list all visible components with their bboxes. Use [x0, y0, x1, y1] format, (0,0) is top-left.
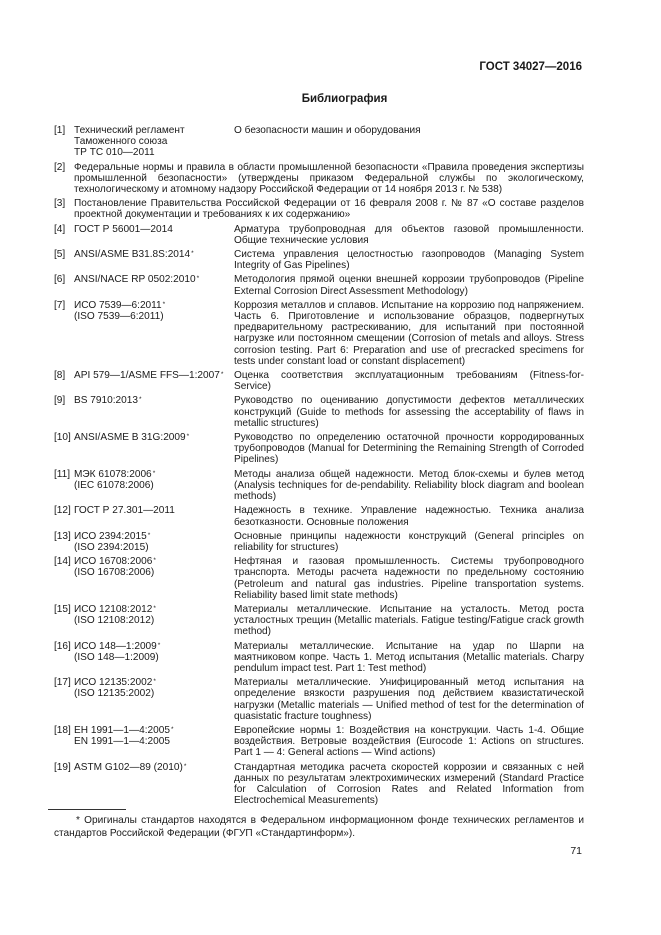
entry-code-line: (ISO 2394:2015)	[74, 541, 149, 553]
bibliography-list	[54, 125, 584, 809]
footnote-marker: *	[157, 641, 161, 649]
entry-number: [7]	[54, 299, 66, 311]
entry-code-line: МЭК 61078:2006	[74, 468, 152, 480]
entry-code	[74, 125, 234, 159]
entry-title: Основные принципы надежности конструкций (General principles on reliability for structures)	[234, 530, 584, 553]
footnote-marker: *	[153, 604, 156, 612]
entry-number: [19]	[54, 761, 71, 773]
entry-number: [15]	[54, 603, 71, 615]
entry-code-text: ГОСТ Р 27.301—2011	[74, 505, 175, 517]
entry-number: [17]	[54, 677, 71, 689]
footnote-marker: *	[186, 433, 190, 441]
entry-number: [4]	[54, 223, 66, 235]
entry-number: [1]	[54, 125, 66, 136]
entry-title: Система управления целостностью газопроводов (Managing System Integrity of Gas Pipelines)	[234, 249, 584, 272]
bibliography-entry	[54, 370, 584, 392]
entry-code-text	[74, 641, 160, 663]
entry-title: Материалы металлические. Испытание на удар по Шарпи на маятниковом копре. Часть 1. Метод испытания (Metallic materials. Charpy pendulum impact test. Part 1: Test method)	[234, 640, 584, 674]
entry-code-text: ANSI/NACE RP 0502:2010	[74, 274, 196, 286]
entry-code	[74, 224, 234, 246]
entry-number: [16]	[54, 640, 71, 652]
entry-code-line: (ISO 148—1:2009)	[74, 651, 159, 663]
entry-code	[74, 249, 234, 271]
entry-number: [14]	[54, 556, 71, 568]
entry-title: Руководство по определению остаточной прочности корродированных трубопроводов (Manual for Determining the Remaining Strength of Corroded Pipelines)	[234, 432, 584, 466]
entry-code-text	[74, 531, 150, 553]
entry-code-line: ЕН 1991—1—4:2005	[74, 724, 170, 736]
entry-code-line: (ISO 7539—6:2011)	[74, 311, 164, 323]
entry-code-line: ИСО 2394:2015	[74, 530, 147, 542]
footnote-marker: *	[183, 762, 187, 770]
entry-title: Надежность в технике. Управление надежностью. Техника анализа безотказности. Основные положения	[234, 505, 584, 528]
entry-code	[74, 432, 234, 466]
entry-code	[74, 505, 234, 527]
bibliography-entry	[54, 125, 584, 159]
footnote-marker: *	[147, 531, 151, 539]
entry-number: [2]	[54, 161, 66, 173]
footnote-divider	[48, 809, 126, 810]
footnote-marker: *	[153, 557, 156, 565]
entry-code-line: ИСО 12108:2012	[74, 603, 153, 615]
entry-title: Методология прямой оценки внешней коррозии трубопроводов (Pipeline External Corrosion Direct Assessment Methodology)	[234, 274, 584, 297]
entry-code	[74, 641, 234, 675]
bibliography-entry	[54, 162, 584, 196]
entry-code-text	[74, 604, 156, 626]
entry-code-text	[74, 725, 174, 747]
entry-code-text	[74, 677, 156, 699]
entry-number: [12]	[54, 505, 71, 517]
footnote-marker: *	[220, 371, 224, 379]
bibliography-entry	[54, 224, 584, 246]
entry-number: [3]	[54, 198, 66, 210]
bibliography-entry	[54, 249, 584, 271]
entry-code-text	[74, 300, 165, 322]
bibliography-entry	[54, 300, 584, 367]
footnote-marker: *	[152, 469, 156, 477]
entry-code-text	[74, 556, 156, 578]
entry-code-line: EN 1991—1—4:2005	[74, 736, 170, 748]
entry-number: [6]	[54, 274, 66, 286]
entry-title: Коррозия металлов и сплавов. Испытание на коррозию под напряжением. Часть 6. Приготовление и использование образцов, подвергнутых предварительному растрескиванию, для испытаний при постоянной нагрузке или постоянном смещении (Corrosion of metals and alloys. Stress corrosion testing. Part 6: Preparation and use of precracked specimens for tests under constant load or constant displacement)	[234, 299, 584, 367]
entry-title: Нефтяная и газовая промышленность. Системы трубопроводного транспорта. Методы расчета надежности по предельному состоянию (Petroleum and natural gas industries. Pipeline transportation systems. Reliability based limit state methods)	[234, 556, 584, 601]
entry-number: [8]	[54, 370, 66, 382]
entry-number: [5]	[54, 249, 66, 261]
bibliography-entry	[54, 531, 584, 553]
entry-number: [9]	[54, 395, 66, 407]
entry-title: Методы анализа общей надежности. Метод блок-схемы и булев метод (Analysis techniques for de-pendability. Reliability block diagram and boolean methods)	[234, 468, 584, 503]
entry-title: Руководство по оцениванию допустимости дефектов металлических конструкций (Guide to methods for assessing the acceptability of flaws in metallic structures)	[234, 395, 584, 429]
entry-code-line: ИСО 148—1:2009	[74, 640, 157, 652]
footnote-marker: *	[191, 250, 194, 258]
entry-code	[74, 762, 234, 807]
entry-code	[74, 300, 234, 367]
entry-code	[74, 274, 234, 296]
footnote-marker: *	[162, 300, 166, 308]
entry-title: Стандартная методика расчета скоростей коррозии и связанных с ней данных по результатам электрохимических измерений (Standard Practice for Calculation of Corrosion Rates and Related Information from Electrochemical Measurements)	[234, 761, 584, 807]
entry-text: Федеральные нормы и правила в области промышленной безопасности «Правила проведения экспертизы промышленной безопасности» (утверждены приказом Федеральной службы по экологическому, технологическому и атомному надзору Российской Федерации от 14 ноября 2013 г. № 538)	[74, 161, 584, 196]
footnote-marker: *	[153, 678, 156, 686]
bibliography-entry	[54, 432, 584, 466]
entry-code	[74, 556, 234, 601]
entry-number: [18]	[54, 724, 71, 736]
bibliography-entry	[54, 641, 584, 675]
bibliography-entry	[54, 395, 584, 429]
entry-code-line: ИСО 7539—6:2011	[74, 299, 162, 311]
footnote-marker: *	[138, 396, 142, 404]
bibliography-entry	[54, 677, 584, 722]
bibliography-entry	[54, 762, 584, 807]
footnote-marker: *	[170, 725, 174, 733]
entry-code-text	[74, 469, 155, 491]
entry-code-line: (IEC 61078:2006)	[74, 479, 154, 491]
entry-title: О безопасности машин и оборудования	[234, 125, 421, 136]
bibliography-entry	[54, 274, 584, 296]
bibliography-entry	[54, 725, 584, 759]
entry-code-text: ASTM G102—89 (2010)	[74, 761, 183, 773]
entry-title: Арматура трубопроводная для объектов газовой промышленности. Общие технические условия	[234, 223, 584, 246]
page-title: Библиография	[301, 93, 388, 105]
entry-code-text: Технический регламент Таможенного союза ТР ТС 010—2011	[74, 125, 185, 159]
entry-code-text: ANSI/ASME B31.8S:2014	[74, 249, 191, 261]
entry-code-line: ИСО 12135:2002	[74, 677, 153, 689]
entry-code-line: (ISO 12135:2002)	[74, 688, 155, 700]
entry-code-text: ГОСТ Р 56001—2014	[74, 223, 173, 235]
entry-code	[74, 370, 234, 392]
entry-title: Материалы металлические. Унифицированный метод испытания на определение вязкости разрушения под действием квазистатической нагрузки (Metallic materials — Unified method of test for the determination of quasistatic fracture toughness)	[234, 677, 584, 722]
entry-title: Оценка соответствия эксплуатационным требованиям (Fitness-for-Service)	[234, 370, 584, 393]
page-number: 71	[570, 845, 582, 857]
entry-title: Европейские нормы 1: Воздействия на конструкции. Часть 1-4. Общие воздействия. Ветровые воздействия (Eurocode 1: Actions on structures. Part 1 — 4: General actions — Wind actions)	[234, 724, 584, 759]
bibliography-entry	[54, 604, 584, 638]
footnote: * Оригиналы стандартов находятся в Федеральном информационном фонде технических регламентов и стандартов Российской Федерации (ФГУП «Стандартинформ»).	[54, 815, 584, 839]
entry-code-line: (ISO 16708:2006)	[74, 567, 155, 579]
bibliography-entry	[54, 469, 584, 503]
entry-code	[74, 469, 234, 503]
entry-code-line: ИСО 16708:2006	[74, 556, 153, 568]
entry-code	[74, 677, 234, 722]
entry-code-line: (ISO 12108:2012)	[74, 615, 155, 627]
entry-number: [10]	[54, 432, 71, 444]
entry-number: [11]	[54, 468, 71, 480]
entry-code	[74, 531, 234, 553]
bibliography-entry	[54, 556, 584, 601]
document-header: ГОСТ 34027—2016	[479, 61, 582, 73]
bibliography-entry	[54, 505, 584, 527]
bibliography-entry	[54, 198, 584, 220]
entry-title: Материалы металлические. Испытание на усталость. Метод роста усталостных трещин (Metallic materials. Fatigue testing/Fatigue crack growth method)	[234, 603, 584, 638]
entry-code	[74, 395, 234, 429]
entry-code	[74, 725, 234, 759]
entry-code-text: BS 7910:2013	[74, 395, 138, 407]
entry-code	[74, 604, 234, 638]
footnote-marker: *	[196, 275, 200, 283]
entry-text: Постановление Правительства Российской Федерации от 16 февраля 2008 г. № 87 «О составе разделов проектной документации и требованиях к их содержанию»	[74, 198, 584, 221]
entry-code-text: ANSI/ASME B 31G:2009	[74, 432, 186, 444]
entry-number: [13]	[54, 530, 71, 542]
entry-code-text: API 579—1/ASME FFS—1:2007	[74, 370, 220, 382]
